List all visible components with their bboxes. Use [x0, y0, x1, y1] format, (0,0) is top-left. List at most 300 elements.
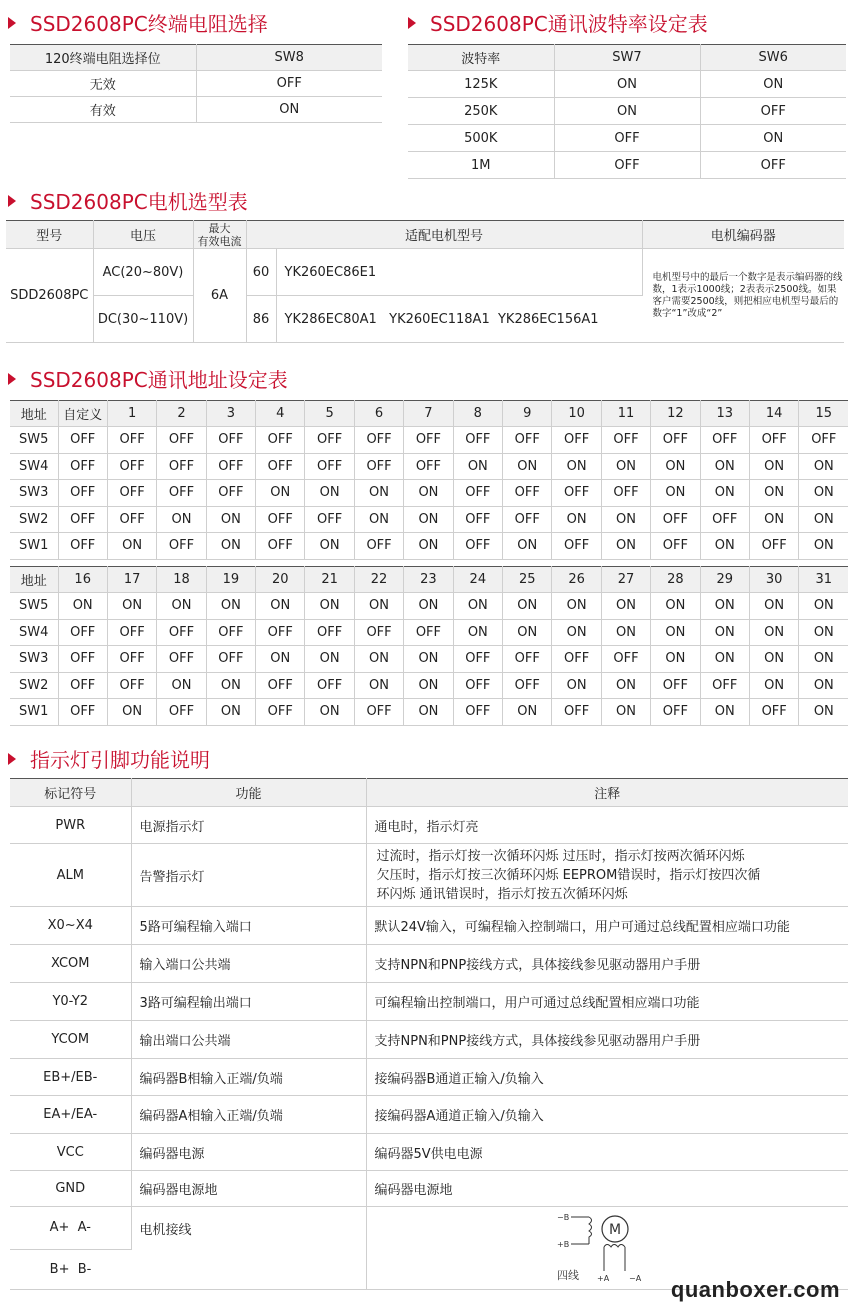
table-cell: 125K	[408, 71, 554, 98]
address-column-header: 2	[157, 401, 206, 427]
table-cell: ON	[700, 125, 846, 152]
table-row	[10, 1059, 848, 1096]
switch-state-cell: OFF	[404, 427, 453, 454]
switch-state-cell: OFF	[157, 427, 206, 454]
address-column-header: 9	[503, 401, 552, 427]
address-column-header: 13	[700, 401, 749, 427]
table-header: 功能	[131, 779, 366, 807]
encoder-note-cell: 电机型号中的最后一个数字是表示编码器的线数，1表示1000线；2表表示2500线。如果客户需要2500线，则把相应电机型号最后的数字“1”改成“2”	[642, 249, 844, 343]
pin-note-cell: 可编程输出控制端口，用户可通过总线配置相应端口功能	[366, 983, 848, 1021]
switch-state-cell: ON	[354, 672, 403, 699]
diagram-label-a-minus: −A	[628, 1274, 641, 1283]
switch-state-cell: ON	[503, 533, 552, 560]
address-column-header: 20	[256, 567, 305, 593]
address-column-header: 17	[107, 567, 156, 593]
switch-state-cell: OFF	[354, 427, 403, 454]
switch-state-cell: ON	[453, 593, 502, 620]
switch-state-cell: OFF	[503, 427, 552, 454]
switch-state-cell: ON	[651, 453, 700, 480]
address-column-header: 5	[305, 401, 354, 427]
current-cell: 6A	[193, 249, 246, 343]
pin-note-cell: 过流时，指示灯按一次循环闪烁 过压时，指示灯按两次循环闪烁 欠压时，指示灯按三次循环闪烁 EEPROM错误时，指示灯按四次循 环闪烁 通讯错误时，指示灯按五次循环闪烁	[366, 844, 848, 907]
switch-state-cell: ON	[749, 672, 798, 699]
switch-state-cell: OFF	[107, 480, 156, 507]
switch-state-cell: OFF	[453, 480, 502, 507]
address-column-header: 14	[749, 401, 798, 427]
switch-state-cell: OFF	[107, 672, 156, 699]
address-column-header: 22	[354, 567, 403, 593]
switch-state-cell: OFF	[503, 506, 552, 533]
switch-state-cell: ON	[206, 699, 255, 726]
switch-state-cell: OFF	[749, 699, 798, 726]
table-row	[10, 807, 848, 844]
code-cell: 86	[246, 296, 276, 343]
switch-state-cell: OFF	[58, 533, 107, 560]
pin-symbol-cell: EB+/EB-	[10, 1059, 131, 1096]
switch-state-cell: OFF	[651, 427, 700, 454]
switch-state-cell: ON	[305, 593, 354, 620]
pin-symbol-cell: XCOM	[10, 945, 131, 983]
motor-table	[6, 220, 844, 343]
switch-state-cell: OFF	[58, 672, 107, 699]
table-cell: 250K	[408, 98, 554, 125]
switch-state-cell: OFF	[305, 453, 354, 480]
motor-wiring-diagram	[367, 1207, 849, 1285]
address-column-header: 7	[404, 401, 453, 427]
switch-state-cell: ON	[749, 619, 798, 646]
switch-state-cell: ON	[799, 480, 848, 507]
switch-state-cell: OFF	[256, 619, 305, 646]
table-header: SW6	[700, 45, 846, 71]
pin-function-cell: 3路可编程输出端口	[131, 983, 366, 1021]
switch-state-cell: OFF	[354, 699, 403, 726]
table-header: 注释	[366, 779, 848, 807]
switch-state-cell: ON	[799, 619, 848, 646]
switch-state-cell: OFF	[157, 699, 206, 726]
switch-state-cell: OFF	[256, 533, 305, 560]
address-header-label: 地址	[10, 401, 58, 427]
table-row	[10, 672, 848, 699]
switch-state-cell: ON	[552, 593, 601, 620]
table-header: 型号	[6, 221, 93, 249]
address-header-label: 地址	[10, 567, 58, 593]
switch-state-cell: ON	[749, 480, 798, 507]
pin-note-cell: 支持NPN和PNP接线方式，具体接线参见驱动器用户手册	[366, 1021, 848, 1059]
switch-state-cell: OFF	[206, 619, 255, 646]
table-row	[10, 1207, 848, 1250]
switch-label: SW1	[10, 699, 58, 726]
table-row	[10, 907, 848, 945]
switch-state-cell: OFF	[354, 453, 403, 480]
table-cell: ON	[700, 71, 846, 98]
switch-state-cell: OFF	[453, 699, 502, 726]
switch-state-cell: OFF	[700, 672, 749, 699]
table-row	[10, 699, 848, 726]
switch-state-cell: ON	[799, 646, 848, 673]
switch-state-cell: ON	[749, 646, 798, 673]
address-column-header: 自定义	[58, 401, 107, 427]
address-column-header: 11	[601, 401, 650, 427]
switch-state-cell: ON	[107, 533, 156, 560]
switch-state-cell: ON	[256, 480, 305, 507]
address-column-header: 26	[552, 567, 601, 593]
pin-symbol-cell: YCOM	[10, 1021, 131, 1059]
triangle-bullet-icon	[8, 17, 16, 29]
switch-state-cell: ON	[651, 646, 700, 673]
address-column-header: 10	[552, 401, 601, 427]
switch-state-cell: ON	[700, 619, 749, 646]
address-table-2	[10, 566, 848, 726]
switch-state-cell: OFF	[256, 427, 305, 454]
pin-note-cell: 接编码器A通道正输入/负输入	[366, 1096, 848, 1134]
table-row	[6, 249, 844, 296]
table-header: 波特率	[408, 45, 554, 71]
switch-state-cell: ON	[453, 453, 502, 480]
table-row	[10, 71, 382, 97]
table-row	[10, 480, 848, 507]
switch-state-cell: ON	[799, 453, 848, 480]
address-column-header: 23	[404, 567, 453, 593]
table-row	[408, 71, 846, 98]
switch-state-cell: ON	[256, 646, 305, 673]
table-cell: OFF	[700, 152, 846, 179]
switch-state-cell: ON	[651, 619, 700, 646]
switch-state-cell: OFF	[206, 646, 255, 673]
section-title-baud: SSD2608PC通讯波特率设定表	[408, 8, 708, 37]
pin-symbol-cell: A+ A-	[10, 1207, 131, 1250]
switch-state-cell: ON	[354, 506, 403, 533]
pin-symbol-cell: PWR	[10, 807, 131, 844]
switch-state-cell: OFF	[107, 506, 156, 533]
table-row	[10, 427, 848, 454]
switch-state-cell: ON	[404, 699, 453, 726]
table-cell: OFF	[554, 152, 700, 179]
switch-label: SW4	[10, 453, 58, 480]
table-row	[408, 98, 846, 125]
table-row	[408, 152, 846, 179]
triangle-bullet-icon	[8, 195, 16, 207]
switch-state-cell: ON	[700, 593, 749, 620]
triangle-bullet-icon	[8, 373, 16, 385]
switch-label: SW5	[10, 593, 58, 620]
switch-state-cell: ON	[404, 646, 453, 673]
switch-state-cell: ON	[206, 533, 255, 560]
table-row	[10, 945, 848, 983]
switch-state-cell: OFF	[256, 699, 305, 726]
table-row	[10, 506, 848, 533]
table-cell: OFF	[554, 125, 700, 152]
switch-state-cell: ON	[206, 593, 255, 620]
switch-state-cell: ON	[601, 672, 650, 699]
switch-label: SW5	[10, 427, 58, 454]
table-row	[10, 646, 848, 673]
table-header: SW8	[196, 45, 382, 71]
switch-state-cell: OFF	[305, 672, 354, 699]
switch-state-cell: ON	[799, 672, 848, 699]
switch-state-cell: OFF	[453, 672, 502, 699]
table-cell: 1M	[408, 152, 554, 179]
table-header: 120终端电阻选择位	[10, 45, 196, 71]
switch-state-cell: OFF	[749, 533, 798, 560]
table-row	[10, 844, 848, 907]
resistor-table	[10, 44, 382, 123]
switch-state-cell: OFF	[503, 480, 552, 507]
switch-state-cell: ON	[601, 506, 650, 533]
switch-state-cell: ON	[601, 699, 650, 726]
pin-function-cell: 编码器A相输入正端/负端	[131, 1096, 366, 1134]
diagram-label-b-plus: +B	[556, 1240, 569, 1249]
switch-state-cell: ON	[799, 593, 848, 620]
switch-state-cell: OFF	[552, 699, 601, 726]
switch-state-cell: OFF	[58, 427, 107, 454]
switch-state-cell: OFF	[700, 427, 749, 454]
table-header: 适配电机型号	[246, 221, 642, 249]
switch-state-cell: OFF	[503, 672, 552, 699]
table-row	[10, 453, 848, 480]
motor-model-cell: YK260EC86E1	[276, 249, 642, 296]
pin-function-cell: 输出端口公共端	[131, 1021, 366, 1059]
address-column-header: 24	[453, 567, 502, 593]
table-cell: ON	[554, 71, 700, 98]
switch-state-cell: ON	[651, 593, 700, 620]
switch-state-cell: ON	[749, 453, 798, 480]
switch-state-cell: ON	[354, 593, 403, 620]
switch-state-cell: OFF	[58, 480, 107, 507]
watermark: quanboxer.com	[670, 1277, 840, 1302]
table-header: 电机编码器	[642, 221, 844, 249]
table-row	[10, 1096, 848, 1134]
switch-label: SW2	[10, 506, 58, 533]
address-column-header: 30	[749, 567, 798, 593]
pin-symbol-cell: B+ B-	[10, 1249, 131, 1289]
address-column-header: 25	[503, 567, 552, 593]
switch-state-cell: ON	[404, 533, 453, 560]
switch-state-cell: OFF	[107, 619, 156, 646]
voltage-cell: AC(20~80V)	[93, 249, 193, 296]
switch-state-cell: OFF	[157, 480, 206, 507]
pin-symbol-cell: GND	[10, 1171, 131, 1207]
address-column-header: 18	[157, 567, 206, 593]
table-cell: 有效	[10, 97, 196, 123]
switch-label: SW1	[10, 533, 58, 560]
switch-label: SW3	[10, 646, 58, 673]
pin-note-cell: 支持NPN和PNP接线方式，具体接线参见驱动器用户手册	[366, 945, 848, 983]
switch-label: SW2	[10, 672, 58, 699]
motor-model-cell: YK286EC80A1 YK260EC118A1 YK286EC156A1	[276, 296, 642, 343]
switch-state-cell: OFF	[256, 453, 305, 480]
switch-state-cell: OFF	[552, 533, 601, 560]
switch-state-cell: OFF	[107, 427, 156, 454]
switch-state-cell: OFF	[453, 427, 502, 454]
switch-state-cell: ON	[799, 533, 848, 560]
switch-state-cell: ON	[700, 453, 749, 480]
switch-state-cell: ON	[799, 506, 848, 533]
code-cell: 60	[246, 249, 276, 296]
switch-state-cell: ON	[404, 593, 453, 620]
switch-state-cell: ON	[651, 480, 700, 507]
switch-state-cell: ON	[404, 506, 453, 533]
switch-state-cell: OFF	[58, 646, 107, 673]
table-row	[408, 125, 846, 152]
switch-state-cell: ON	[700, 646, 749, 673]
pin-note-cell: 默认24V输入，可编程输入控制端口，用户可通过总线配置相应端口功能	[366, 907, 848, 945]
switch-state-cell: ON	[700, 699, 749, 726]
switch-state-cell: ON	[404, 480, 453, 507]
switch-state-cell: ON	[206, 506, 255, 533]
table-header: 最大 有效电流	[193, 221, 246, 249]
switch-state-cell: OFF	[58, 506, 107, 533]
switch-state-cell: ON	[305, 480, 354, 507]
table-cell: 无效	[10, 71, 196, 97]
switch-state-cell: OFF	[601, 427, 650, 454]
switch-state-cell: ON	[107, 593, 156, 620]
address-column-header: 1	[107, 401, 156, 427]
switch-state-cell: OFF	[206, 427, 255, 454]
switch-state-cell: ON	[601, 593, 650, 620]
pin-function-cell: 编码器B相输入正端/负端	[131, 1059, 366, 1096]
table-row	[10, 1134, 848, 1171]
baud-table	[408, 44, 846, 179]
switch-label: SW4	[10, 619, 58, 646]
switch-state-cell: ON	[503, 699, 552, 726]
table-row	[10, 1021, 848, 1059]
table-cell: ON	[196, 97, 382, 123]
section-title-pins: 指示灯引脚功能说明	[8, 744, 210, 773]
switch-state-cell: ON	[206, 672, 255, 699]
address-column-header: 19	[206, 567, 255, 593]
address-table-1	[10, 400, 848, 560]
pin-symbol-cell: VCC	[10, 1134, 131, 1171]
table-header: 标记符号	[10, 779, 131, 807]
address-column-header: 29	[700, 567, 749, 593]
switch-state-cell: OFF	[601, 480, 650, 507]
switch-state-cell: ON	[552, 619, 601, 646]
pin-note-cell: 接编码器B通道正输入/负输入	[366, 1059, 848, 1096]
switch-state-cell: ON	[453, 619, 502, 646]
pin-function-cell: 告警指示灯	[131, 844, 366, 907]
switch-state-cell: OFF	[256, 672, 305, 699]
table-row	[10, 97, 382, 123]
motor-symbol: M	[608, 1222, 621, 1238]
table-cell: OFF	[196, 71, 382, 97]
switch-state-cell: OFF	[453, 533, 502, 560]
switch-state-cell: OFF	[256, 506, 305, 533]
switch-state-cell: ON	[354, 646, 403, 673]
switch-state-cell: OFF	[404, 619, 453, 646]
address-column-header: 27	[601, 567, 650, 593]
section-title-resistor: SSD2608PC终端电阻选择	[8, 8, 268, 37]
switch-state-cell: OFF	[799, 427, 848, 454]
switch-state-cell: OFF	[157, 619, 206, 646]
switch-state-cell: ON	[700, 533, 749, 560]
switch-state-cell: OFF	[404, 453, 453, 480]
switch-state-cell: ON	[256, 593, 305, 620]
table-cell: 500K	[408, 125, 554, 152]
switch-state-cell: ON	[305, 533, 354, 560]
pin-function-cell: 编码器电源	[131, 1134, 366, 1171]
switch-state-cell: OFF	[552, 480, 601, 507]
switch-state-cell: OFF	[157, 533, 206, 560]
table-cell: OFF	[700, 98, 846, 125]
switch-state-cell: ON	[503, 619, 552, 646]
switch-state-cell: OFF	[651, 506, 700, 533]
switch-state-cell: OFF	[552, 427, 601, 454]
diagram-caption: 四线	[556, 1269, 579, 1282]
pin-symbol-cell: Y0-Y2	[10, 983, 131, 1021]
switch-state-cell: OFF	[354, 533, 403, 560]
switch-state-cell: ON	[552, 453, 601, 480]
switch-state-cell: ON	[107, 699, 156, 726]
switch-state-cell: OFF	[58, 619, 107, 646]
table-header: SW7	[554, 45, 700, 71]
table-row	[10, 593, 848, 620]
pin-note-cell: 通电时，指示灯亮	[366, 807, 848, 844]
pin-symbol-cell: X0~X4	[10, 907, 131, 945]
switch-state-cell: ON	[503, 593, 552, 620]
address-column-header: 28	[651, 567, 700, 593]
model-cell: SDD2608PC	[6, 249, 93, 343]
switch-state-cell: ON	[700, 480, 749, 507]
address-column-header: 31	[799, 567, 848, 593]
switch-state-cell: ON	[799, 699, 848, 726]
switch-state-cell: OFF	[354, 619, 403, 646]
switch-state-cell: OFF	[107, 646, 156, 673]
switch-state-cell: ON	[157, 593, 206, 620]
table-row	[10, 983, 848, 1021]
switch-state-cell: OFF	[503, 646, 552, 673]
switch-state-cell: OFF	[206, 453, 255, 480]
switch-state-cell: ON	[305, 699, 354, 726]
voltage-cell: DC(30~110V)	[93, 296, 193, 343]
pin-function-cell: 5路可编程输入端口	[131, 907, 366, 945]
table-header: 电压	[93, 221, 193, 249]
switch-state-cell: ON	[157, 506, 206, 533]
switch-state-cell: OFF	[651, 699, 700, 726]
switch-state-cell: OFF	[305, 427, 354, 454]
address-column-header: 8	[453, 401, 502, 427]
address-column-header: 15	[799, 401, 848, 427]
switch-state-cell: OFF	[305, 619, 354, 646]
address-column-header: 6	[354, 401, 403, 427]
switch-state-cell: OFF	[107, 453, 156, 480]
switch-state-cell: OFF	[453, 646, 502, 673]
switch-state-cell: ON	[404, 672, 453, 699]
table-cell: ON	[554, 98, 700, 125]
pin-function-cell: 输入端口公共端	[131, 945, 366, 983]
switch-label: SW3	[10, 480, 58, 507]
switch-state-cell: OFF	[453, 506, 502, 533]
switch-state-cell: ON	[749, 593, 798, 620]
switch-state-cell: OFF	[700, 506, 749, 533]
switch-state-cell: ON	[157, 672, 206, 699]
switch-state-cell: ON	[552, 672, 601, 699]
address-column-header: 21	[305, 567, 354, 593]
pin-symbol-cell: EA+/EA-	[10, 1096, 131, 1134]
diagram-label-a-plus: +A	[596, 1274, 609, 1283]
section-title-address: SSD2608PC通讯地址设定表	[8, 364, 288, 393]
switch-state-cell: OFF	[749, 427, 798, 454]
pin-function-cell: 电源指示灯	[131, 807, 366, 844]
triangle-bullet-icon	[408, 17, 416, 29]
pins-table	[10, 778, 848, 1290]
switch-state-cell: OFF	[601, 646, 650, 673]
switch-state-cell: OFF	[651, 672, 700, 699]
pin-symbol-cell: ALM	[10, 844, 131, 907]
switch-state-cell: ON	[305, 646, 354, 673]
switch-state-cell: ON	[601, 453, 650, 480]
address-column-header: 4	[256, 401, 305, 427]
switch-state-cell: ON	[601, 533, 650, 560]
